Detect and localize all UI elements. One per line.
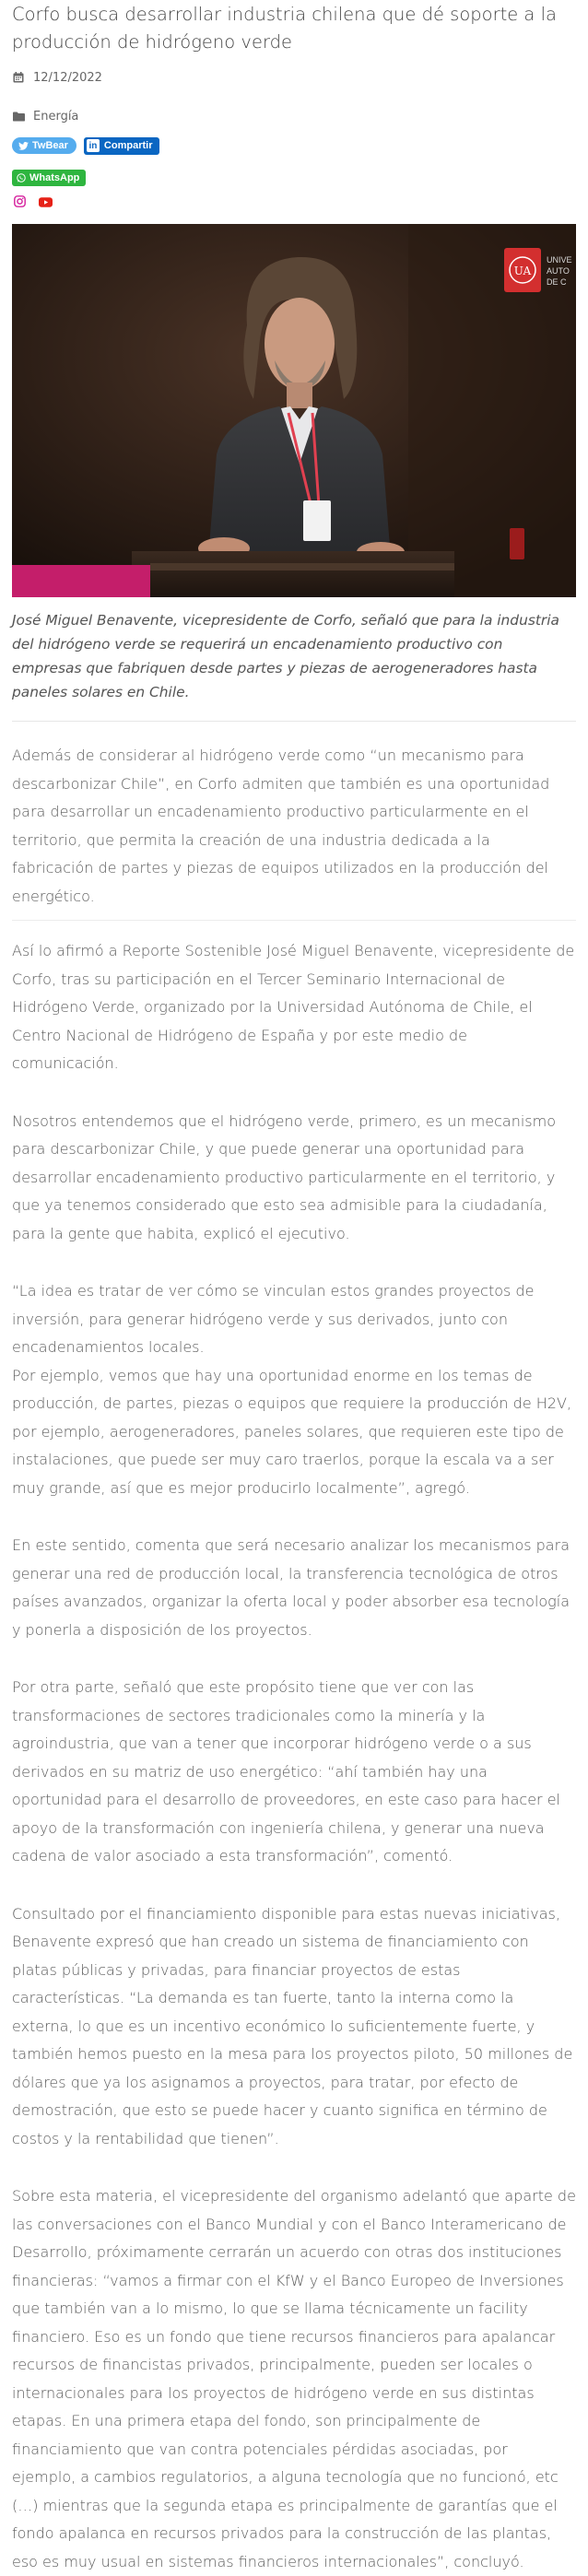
article-date: [12, 69, 576, 86]
whatsapp-share-label: WhatsApp: [29, 172, 80, 183]
share-bar: [12, 135, 576, 156]
article-paragraph-2: Así lo afirmó a Reporte Sostenible José Miguel Benavente, vicepresidente de Corfo, tras su participación en el Tercer Seminario Internacional de Hidrógeno Verde, organizado por la Universidad Autónoma de Chile, el Centro Nacional de Hidrógeno de España y por este medio de comunicación.: [12, 942, 575, 1072]
article-paragraph-9: Sobre esta materia, el vicepresidente del organismo adelantó que aparte de las conversaciones con el Banco Mundial y con el Banco Interamericano de Desarrollo, próximamente cerrarán un acuerdo con otras dos instituciones financieras: “vamos a firmar con el KfW y el Banco Europeo de Inversiones que también van a lo mismo, lo que se llama técnicamente un facility financiero. Eso es un fondo que tiene recursos financieros para apalancar recursos de financistas privados, principalmente, pueden ser locales o internacionales para los proyectos de hidrógeno verde en sus distintas etapas. En una primera etapa del fondo, son principalmente de financiamiento que van contra potenciales pérdidas asociadas, por ejemplo, a cambios regulatorios, a alguna tecnología que no funcionó, etc (…) mientras que la segunda etapa es principalmente de garantías que el fondo apalanca en recursos privados para la construcción de las plantas, eso es muy usual en sistemas financieros internacionales”, concluyó.: [12, 2187, 576, 2570]
twitter-share-button[interactable]: [12, 137, 76, 154]
logo-mark: UA: [513, 265, 532, 277]
university-logo: [504, 248, 572, 292]
svg-text:AUTO: AUTO: [547, 266, 570, 276]
whatsapp-icon: [17, 173, 26, 182]
article-category: [12, 108, 576, 124]
linkedin-share-label: Compartir: [103, 140, 153, 151]
image-caption: José Miguel Benavente, vicepresidente de Corfo, señaló que para la industria del hidrógeno verde se requerirá un encadenamiento productivo con empresas que fabriquen desde partes y piezas de aerogeneradores hasta paneles solares en Chile.: [12, 612, 559, 700]
twitter-share-label: TwBear: [32, 140, 68, 151]
speaker-photo: [12, 224, 576, 597]
paragraph-divider: [12, 920, 576, 921]
article-paragraph-7: Por otra parte, señaló que este propósito tiene que ver con las transformaciones de sectores tradicionales como la minería y la agroindustria, que van a tener que incorporar hidrógeno verde o a sus derivados en su matriz de uso energético: “ahí también hay una oportunidad para el desarrollo de proveedores, en este caso para hacer el apoyo de la transformación con ingeniería chilena, y generar una nueva cadena de valor asociado a esta transformación”, comentó.: [12, 1678, 560, 1864]
calendar-icon: [12, 71, 25, 84]
whatsapp-share-button[interactable]: [12, 170, 86, 186]
instagram-icon[interactable]: [14, 194, 26, 211]
article-paragraph-1: Además de considerar al hidrógeno verde como “un mecanismo para descarbonizar Chile”, en Corfo admiten que también es una oportunidad para desarrollar un encadenamiento productivo particularmente en el territorio, que permita la creación de una industria dedicada a la fabricación de partes y piezas de equipos utilizados en la producción del energético.: [12, 747, 550, 905]
article-paragraph-8: Consultado por el financiamiento disponible para estas nuevas iniciativas, Benavente expresó que han creado un sistema de financiamiento con platas públicas y privadas, para financiar proyectos de estas características. “La demanda es tan fuerte, tanto la interna como la externa, lo que es un incentivo económico lo suficientemente fuerte, y también hemos puesto en la mesa para los proyectos piloto, 50 millones de dólares que ya los asignamos a proyectos, para tratar, por efecto de demostración, que esto se puede hacer y cuanto significa en término de costos y la rentabilidad que tienen”.: [12, 1904, 573, 2147]
svg-text:DE C: DE C: [547, 277, 567, 287]
twitter-icon: [18, 142, 29, 150]
caption-divider: [12, 721, 576, 722]
youtube-icon[interactable]: [39, 194, 53, 211]
article-paragraph-6: En este sentido, comenta que será necesario analizar los mecanismos para generar una red de producción local, la transferencia tecnológica de otros países avanzados, organizar la oferta local y poder absorber esa tecnología y ponerla a disposición de los proyectos.: [12, 1536, 570, 1639]
category-link[interactable]: Energía: [33, 109, 79, 124]
linkedin-share-button[interactable]: [84, 137, 160, 155]
article-paragraph-4: “La idea es tratar de ver cómo se vinculan estos grandes proyectos de inversión, para generar hidrógeno verde y sus derivados, junto con encadenamientos locales.: [12, 1282, 535, 1356]
whatsapp-row: [12, 169, 576, 187]
social-links: [12, 193, 576, 211]
article-image: [12, 224, 576, 597]
linkedin-icon: in: [87, 139, 100, 152]
svg-text:UNIVE: UNIVE: [547, 255, 572, 265]
article-paragraph-5: Por ejemplo, vemos que hay una oportunidad enorme en los temas de producción, de partes, piezas o equipos que requiere la producción de H2V, por ejemplo, aerogeneradores, paneles solares, que requieren este tipo de instalaciones, que puede ser muy caro traerlos, porque la escala va a ser muy grande, así que es mejor producirlo localmente”, agregó.: [12, 1366, 571, 1497]
folder-icon: [12, 110, 25, 123]
article-title: Corfo busca desarrollar industria chilena que dé soporte a la producción de hidrógeno verde: [12, 4, 557, 53]
article-paragraph-3: Nosotros entendemos que el hidrógeno verde, primero, es un mecanismo para descarbonizar Chile, y que puede generar una oportunidad para desarrollar encadenamiento productivo particularmente en el territorio, y que ya tenemos considerado que esto sea admisible para la ciudadanía, para la gente que habita, explicó el ejecutivo.: [12, 1112, 556, 1242]
date-text: 12/12/2022: [33, 70, 102, 85]
